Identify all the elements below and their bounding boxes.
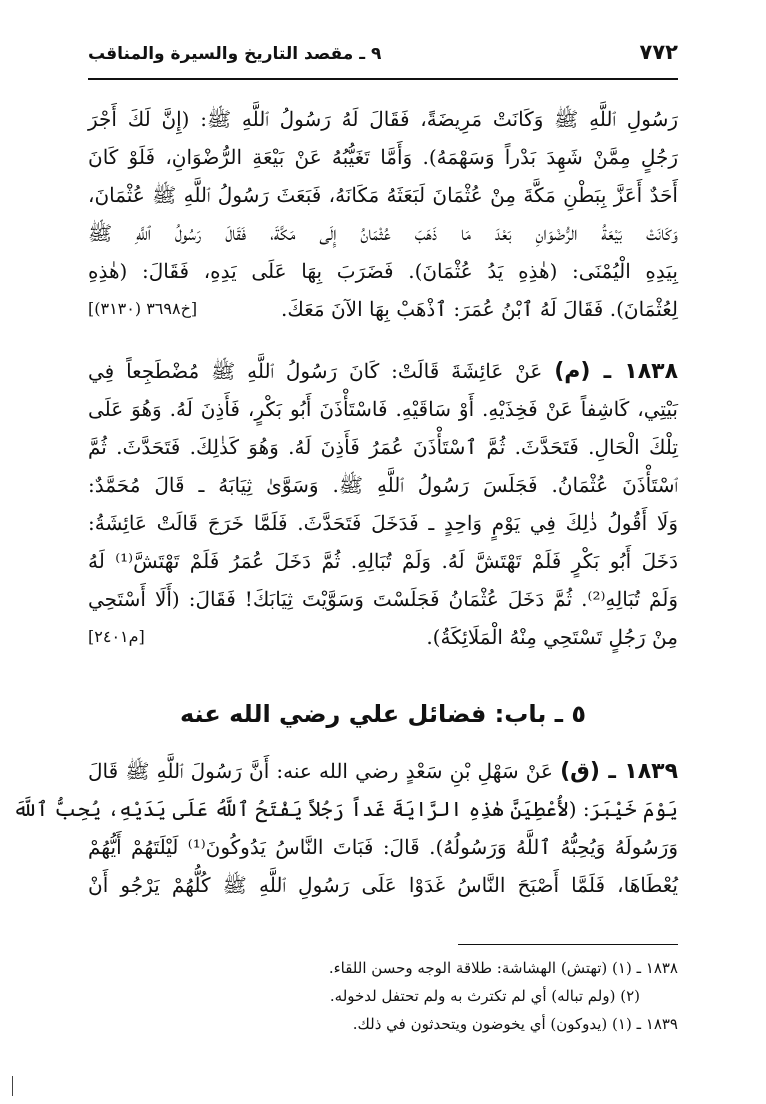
text-line: أَحَدٌ أَعَزَّ بِبَطْنِ مَكَّةَ مِنْ عُثْمَانَ لَبَعَثَهُ مَكَانَهُ، فَبَعَثَ رَسُولُ ٱللَّهِ ﷺ عُثْمَانَ،	[88, 183, 678, 207]
hadith-number: ١٨٣٩ ـ (ق)	[560, 759, 679, 784]
footnote: ١٨٣٨ ـ (١) (تهتش) الهشاشة: طلاقة الوجه وحسن اللقاء.	[328, 959, 678, 977]
hadith-continuation	[88, 100, 678, 328]
source-reference: [خ٣٦٩٨ (٣١٣٠)]	[88, 299, 198, 318]
text-line-with-ref	[88, 618, 678, 656]
text-line: ٱسْتَأْذَنَ عُثْمَانُ. فَجَلَسَ رَسُولُ ٱللَّهِ ﷺ. وَسَوَّىٰ ثِيَابَهُ ـ قَالَ مُحَمَّدٌ:	[88, 473, 678, 497]
binding-edge-mark	[12, 1076, 13, 1096]
text-line: يَوْمَ خَيْبَرَ: (لأُعْطِيَنَّ هٰذِهِ الرَّايَةَ غَداً رَجُلاً يَفْتَحُ ٱللَّهُ عَلَى يَدَيْهِ، يُحِبُّ ٱللَّهَ	[12, 797, 678, 821]
footnote-separator	[458, 944, 678, 945]
text-line: وَكَانَتْ بَيْعَةُ الرُّضْوَانِ بَعْدَ مَا ذَهَبَ عُثْمَانُ إِلَى مَكَّةَ، فَقَالَ رَسُولُ ٱللَّهِ ﷺ	[88, 221, 678, 245]
page-header	[88, 38, 678, 82]
footnote: ١٨٣٩ ـ (١) (يدوكون) أي يخوضون ويتحدثون في ذلك.	[352, 1015, 678, 1033]
text-line: يُعْطَاهَا، فَلَمَّا أَصْبَحَ النَّاسُ غَدَوْا عَلَى رَسُولِ ٱللَّهِ ﷺ كُلُّهُمْ يَرْجُو أَنْ	[88, 873, 678, 897]
text-line: وَلَمْ تُبَالِهِ⁽²⁾. ثُمَّ دَخَلَ عُثْمَانُ فَجَلَسْتَ وَسَوَّيْتَ ثِيَابَكَ! فَقَالَ: (أَلَا أَسْتَحِي	[88, 587, 679, 611]
source-reference: [م٢٤٠١]	[88, 627, 145, 646]
text-line: رَسُولِ ٱللَّهِ ﷺ وَكَانَتْ مَرِيضَةً، فَقَالَ لَهُ رَسُولُ ٱللَّهِ ﷺ: (إِنَّ لَكَ أَجْرَ	[88, 107, 678, 131]
page-number: ٧٧٢	[639, 40, 678, 64]
running-title: ٩ ـ مقصد التاريخ والسيرة والمناقب	[88, 44, 382, 64]
text-line: وَلَا أَقُولُ ذٰلِكَ فِي يَوْمٍ وَاحِدٍ ـ فَدَخَلَ فَتَحَدَّثَ. فَلَمَّا خَرَجَ قَالَتْ عَائِشَةُ:	[88, 511, 678, 535]
text-line: رَجُلٍ مِمَّنْ شَهِدَ بَدْراً وَسَهْمَهُ). وَأَمَّا تَغَيُّبُهُ عَنْ بَيْعَةِ الرُّضْوَانِ، فَلَوْ كَانَ	[88, 145, 678, 169]
hadith-number: ١٨٣٨ ـ (م)	[554, 359, 679, 384]
text-line-content: عَنْ سَهْلِ بْنِ سَعْدٍ رضي الله عنه: أَنَّ رَسُولَ ٱللَّهِ ﷺ قَالَ	[88, 759, 553, 783]
text-line-content: مِنْ رَجُلٍ تَسْتَحِي مِنْهُ الْمَلَائِكَةُ).	[426, 625, 678, 649]
hadith-1838	[88, 352, 678, 656]
chapter-heading: ٥ ـ باب: فضائل علي رضي الله عنه	[180, 700, 586, 728]
text-line-with-ref	[88, 290, 678, 328]
text-line-content: عَنْ عَائِشَةَ قَالَتْ: كَانَ رَسُولُ ٱللَّهِ ﷺ مُضْطَجِعاً فِي	[88, 359, 543, 383]
text-line	[88, 352, 678, 390]
header-rule	[88, 78, 678, 80]
text-line: دَخَلَ أَبُو بَكْرٍ فَلَمْ تَهْتَشَّ لَهُ. وَلَمْ تُبَالِهِ. ثُمَّ دَخَلَ عُمَرُ فَلَمْ تَهْتَشَّ⁽¹⁾ لَهُ	[88, 549, 678, 573]
text-line-content: لِعُثْمَانَ). فَقَالَ لَهُ ٱبْنُ عُمَرَ: ٱذْهَبْ بِهَا الآنَ مَعَكَ.	[281, 297, 678, 321]
footnote: (٢) (ولم تباله) أي لم تكترث به ولم تحتفل لدخوله.	[329, 987, 640, 1005]
hadith-1839	[12, 752, 679, 904]
text-line	[88, 752, 678, 790]
text-line: بِيَدِهِ الْيُمْنَى: (هٰذِهِ يَدُ عُثْمَانَ). فَضَرَبَ بِهَا عَلَى يَدِهِ، فَقَالَ: (هٰذِهِ	[88, 259, 678, 283]
footnotes	[88, 954, 678, 1038]
text-line: وَرَسُولَهُ وَيُحِبُّهُ ٱللَّهُ وَرَسُولُهُ). قَالَ: فَبَاتَ النَّاسُ يَدُوكُونَ⁽¹⁾ لَيْلَتَهُمْ أَيُّهُمْ	[88, 835, 679, 859]
text-line: تِلْكَ الْحَالِ. فَتَحَدَّثَ. ثُمَّ ٱسْتَأْذَنَ عُمَرُ فَأَذِنَ لَهُ. وَهُوَ كَذٰلِكَ. فَتَحَدَّثَ. ثُمَّ	[88, 435, 678, 459]
text-line: بَيْتِي، كَاشِفاً عَنْ فَخِذَيْهِ. أَوْ سَاقَيْهِ. فَاسْتَأْذَنَ أَبُو بَكْرٍ، فَأَذِنَ لَهُ. وَهُوَ عَلَى	[88, 397, 678, 421]
